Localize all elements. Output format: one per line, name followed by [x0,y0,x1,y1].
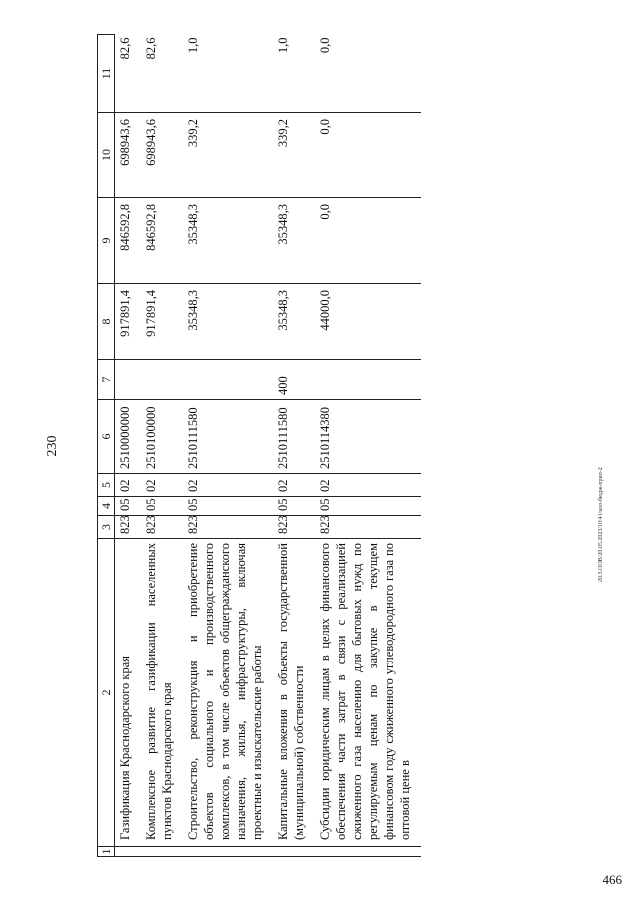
row-subsection-code: 02 [273,474,315,497]
row-ministry-code: 823 [141,516,183,539]
row-blank-cell [141,847,183,857]
row-amount-col9: 846592,8 [141,198,183,284]
column-header-9: 9 [98,198,115,284]
row-amount-col9: 35348,3 [273,198,315,284]
row-blank-cell [315,847,421,857]
row-amount-col10: 339,2 [183,113,273,198]
column-header-5: 5 [98,474,115,497]
row-expense-type [115,360,142,400]
column-header-3: 3 [98,516,115,539]
row-expense-type [141,360,183,400]
row-subsection-code: 02 [315,474,421,497]
column-header-7: 7 [98,360,115,400]
row-ministry-code: 823 [115,516,142,539]
row-subsection-code: 02 [141,474,183,497]
column-header-11: 11 [98,35,115,113]
row-amount-col8: 917891,4 [115,284,142,360]
row-ministry-code: 823 [273,516,315,539]
row-section-code: 05 [115,497,142,516]
rotated-page-content [45,35,564,857]
row-name: Субсидии юридическим лицам в целях финансового обеспечения части затрат в связи с реализацией сжиженного газа населению для бытовых нужд по регулируемым ценам по закупке в текущем финансовом году сжиженного углеводородного газа по оптовой цене в [315,539,421,847]
row-ministry-code: 823 [183,516,273,539]
page-number: 466 [602,872,622,887]
budget-table-sheet [97,35,564,857]
row-expense-type [315,360,421,400]
column-number-row [98,35,115,857]
row-amount-col9: 35348,3 [183,198,273,284]
row-subsection-code: 02 [183,474,273,497]
row-section-code: 05 [315,497,421,516]
row-amount-col10: 698943,6 [115,113,142,198]
row-name: Газификация Краснодарского края [115,539,142,847]
row-target-code: 2510114380 [315,400,421,474]
column-header-8: 8 [98,284,115,360]
column-header-2: 2 [98,539,115,847]
row-blank-cell [273,847,315,857]
row-section-code: 05 [183,497,273,516]
row-expense-type: 400 [273,360,315,400]
row-amount-col8: 917891,4 [141,284,183,360]
row-amount-col10: 698943,6 [141,113,183,198]
column-header-6: 6 [98,400,115,474]
row-percent-col11: 1,0 [273,35,315,113]
row-percent-col11: 82,6 [141,35,183,113]
row-expense-type [183,360,273,400]
row-target-code: 2510100000 [141,400,183,474]
table-row [141,35,183,857]
row-ministry-code: 823 [315,516,421,539]
row-section-code: 05 [273,497,315,516]
row-target-code: 2510111580 [273,400,315,474]
row-name: Капитальные вложения в объекты государственной (муниципальной) собственности [273,539,315,847]
table-row [273,35,315,857]
row-percent-col11: 82,6 [115,35,142,113]
row-percent-col11: 0,0 [315,35,421,113]
table-row [315,35,421,857]
column-header-1: 1 [99,848,113,855]
row-amount-col10: 0,0 [315,113,421,198]
table-row [183,35,273,857]
row-section-code: 05 [141,497,183,516]
row-blank-cell [183,847,273,857]
row-blank-cell [115,847,142,857]
row-amount-col10: 339,2 [273,113,315,198]
document-code-note: 20.3.OOB/20.05.2023/10:41/кол-бюдж-прил-2 [598,467,604,582]
row-percent-col11: 1,0 [183,35,273,113]
budget-table [97,34,421,857]
row-amount-col9: 846592,8 [115,198,142,284]
column-header-10: 10 [98,113,115,198]
row-subsection-code: 02 [115,474,142,497]
row-target-code: 2510111580 [183,400,273,474]
row-target-code: 2510000000 [115,400,142,474]
row-amount-col8: 35348,3 [183,284,273,360]
row-amount-col8: 35348,3 [273,284,315,360]
table-row [115,35,142,857]
row-name: Строительство, реконструкция и приобретение объектов социального и производственного комплексов, в том числе объектов общегражданского назначения, жилья, инфраструктуры, включая проектные и изыскательские работы [183,539,273,847]
column-header-4: 4 [98,497,115,516]
row-amount-col8: 44000,0 [315,284,421,360]
row-amount-col9: 0,0 [315,198,421,284]
running-page-number: 230 [45,435,60,457]
row-name: Комплексное развитие газификации населенных пунктов Краснодарского края [141,539,183,847]
